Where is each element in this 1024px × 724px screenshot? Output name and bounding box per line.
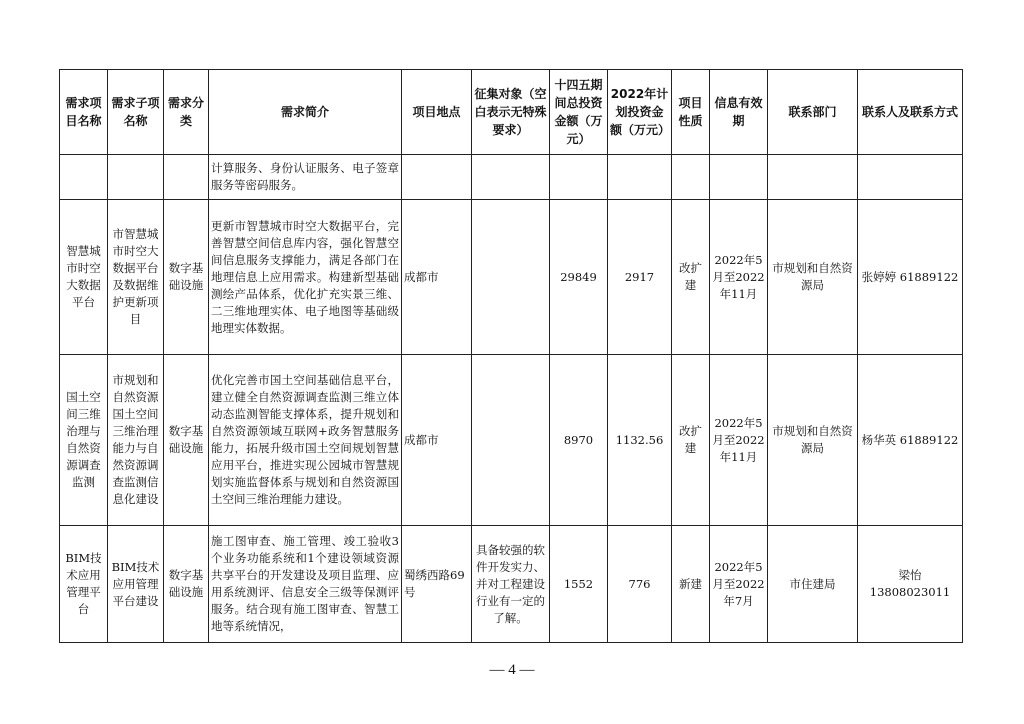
cell-desc: 优化完善市国土空间基础信息平台，建立健全自然资源调查监测三维立体动态监测智能支撑体系，提升规划和自然资源领域互联网+政务智慧服务能力，拓展升级市国土空间规划智慧应用平台，推进实现公园城市智慧规划实施监督体系与规划和自然资源国土空间三维治理能力建设。 (209, 355, 402, 526)
cell-sub: 市智慧城市时空大数据平台及数据维护更新项目 (108, 200, 164, 355)
cell-target (472, 155, 550, 200)
header-contact: 联系人及联系方式 (858, 70, 963, 155)
cell-target (472, 200, 550, 355)
demand-table (59, 69, 963, 643)
header-row (60, 70, 963, 155)
cell-contact: 杨华英 61889122 (858, 355, 963, 526)
header-target: 征集对象（空白表示无特殊要求） (472, 70, 550, 155)
cell-loc: 成都市 (402, 200, 472, 355)
table-row (60, 200, 963, 355)
cell-inv2022: 776 (608, 526, 672, 643)
cell-inv145: 8970 (550, 355, 608, 526)
cell-dept (768, 155, 858, 200)
cell-inv2022 (608, 155, 672, 200)
cell-dept: 市住建局 (768, 526, 858, 643)
cell-nature (672, 155, 710, 200)
table-row (60, 526, 963, 643)
cell-inv145 (550, 155, 608, 200)
cell-inv2022: 2917 (608, 200, 672, 355)
cell-nature: 改扩建 (672, 355, 710, 526)
header-nature: 项目性质 (672, 70, 710, 155)
cell-cat (164, 155, 209, 200)
header-loc: 项目地点 (402, 70, 472, 155)
cell-desc: 施工图审查、施工管理、竣工验收3个业务功能系统和1个建设领域资源共享平台的开发建设及项目监理、应用系统测评、信息安全三级等保测评服务。结合现有施工图审查、智慧工地等系统情况， (209, 526, 402, 643)
cell-nature: 改扩建 (672, 200, 710, 355)
cell-cat: 数字基础设施 (164, 200, 209, 355)
cell-desc: 更新市智慧城市时空大数据平台，完善智慧空间信息库内容，强化智慧空间信息服务支撑能力，满足各部门在地理信息上应用需求。构建新型基础测绘产品体系，优化扩充实景三维、二三维地理实体、电子地图等基础级地理实体数据。 (209, 200, 402, 355)
cell-valid (710, 155, 768, 200)
cell-loc: 蜀绣西路69号 (402, 526, 472, 643)
cell-valid: 2022年5月至2022年11月 (710, 355, 768, 526)
cell-name: BIM技术应用管理平台 (60, 526, 108, 643)
cell-inv145: 29849 (550, 200, 608, 355)
cell-sub: 市规划和自然资源国土空间三维治理能力与自然资源调查监测信息化建设 (108, 355, 164, 526)
cell-dept: 市规划和自然资源局 (768, 355, 858, 526)
cell-valid: 2022年5月至2022年11月 (710, 200, 768, 355)
cell-loc: 成都市 (402, 355, 472, 526)
cell-sub (108, 155, 164, 200)
cell-loc (402, 155, 472, 200)
page-number: — 4 — (489, 662, 535, 678)
cell-name (60, 155, 108, 200)
header-inv145: 十四五期间总投资金额（万元） (550, 70, 608, 155)
cell-contact: 梁怡 13808023011 (858, 526, 963, 643)
cell-valid: 2022年5月至2022年7月 (710, 526, 768, 643)
header-name: 需求项目名称 (60, 70, 108, 155)
header-cat: 需求分类 (164, 70, 209, 155)
header-sub: 需求子项名称 (108, 70, 164, 155)
cell-nature: 新建 (672, 526, 710, 643)
cell-cat: 数字基础设施 (164, 355, 209, 526)
header-dept: 联系部门 (768, 70, 858, 155)
cell-sub: BIM技术应用管理平台建设 (108, 526, 164, 643)
cell-dept: 市规划和自然资源局 (768, 200, 858, 355)
cell-contact (858, 155, 963, 200)
header-inv2022: 2022年计划投资金额（万元） (608, 70, 672, 155)
cell-inv2022: 1132.56 (608, 355, 672, 526)
cell-name: 国土空间三维治理与自然资源调查监测 (60, 355, 108, 526)
cell-cat: 数字基础设施 (164, 526, 209, 643)
cell-target: 具备较强的软件开发实力、并对工程建设行业有一定的了解。 (472, 526, 550, 643)
header-valid: 信息有效期 (710, 70, 768, 155)
table-row (60, 355, 963, 526)
table-row (60, 155, 963, 200)
cell-contact: 张婷婷 61889122 (858, 200, 963, 355)
cell-desc: 计算服务、身份认证服务、电子签章服务等密码服务。 (209, 155, 402, 200)
header-desc: 需求简介 (209, 70, 402, 155)
cell-inv145: 1552 (550, 526, 608, 643)
cell-name: 智慧城市时空大数据平台 (60, 200, 108, 355)
cell-target (472, 355, 550, 526)
